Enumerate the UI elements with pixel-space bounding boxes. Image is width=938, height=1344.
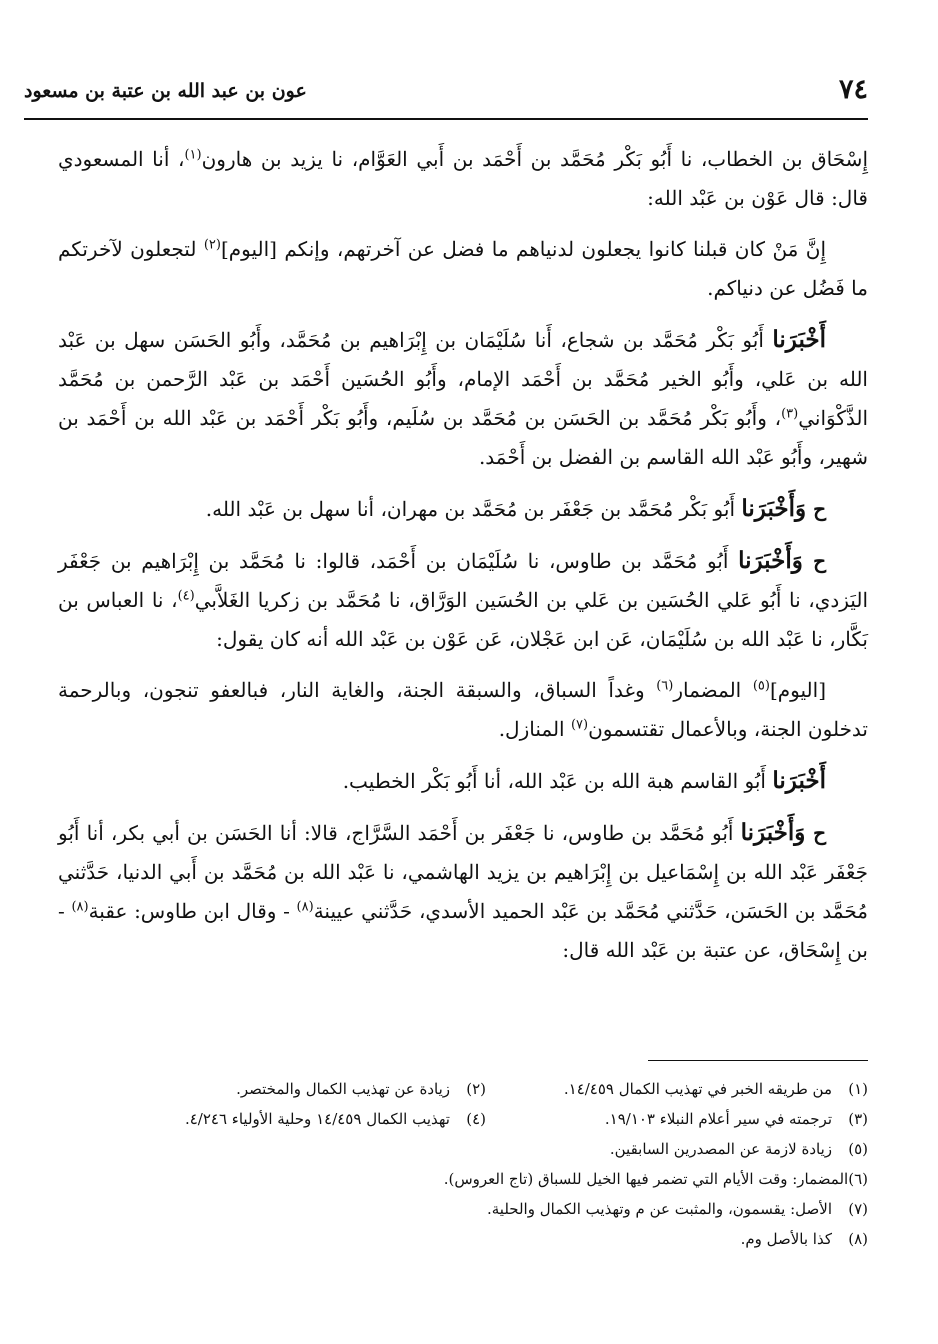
footnote [486,1194,868,1224]
footnote-text: زيادة لازمة عن المصدرين السابقين. [609,1140,832,1158]
footnote-text: من طريقه الخبر في تهذيب الكمال ١٤/٤٥٩. [563,1080,832,1098]
footnote-row [58,1164,868,1194]
paragraph [58,671,868,749]
isnad-keyword: وَأَخْبَرَنا [740,819,806,846]
tahwil-marker: ح [806,497,826,521]
footnote-ref: (٧) [570,717,589,733]
text-segment: - وقال ابن طاوس: عقبة [88,899,297,923]
paragraph [58,140,868,218]
footnote-text: الأصل: يقسمون، والمثبت عن م وتهذيب الكمال والحلية. [487,1200,832,1218]
footnote-text: تهذيب الكمال ١٤/٤٥٩ وحلية الأولياء ٤/٢٤٦. [184,1110,450,1128]
footnote-text: المضمار: وقت الأيام التي تضمر فيها الخيل للسباق (تاج العروس). [443,1170,849,1188]
footnote-number: (٥) [848,1140,868,1158]
footnote-ref: (٥) [752,678,770,694]
text-segment: [اليوم] [769,678,826,702]
paragraph [58,320,868,477]
footnote-text: ترجمته في سير أعلام النبلاء ١٩/١٠٣. [604,1110,832,1128]
footnote [185,1104,486,1134]
footnote [486,1104,868,1134]
text-segment: المضمار [673,678,753,702]
footnote-ref: (٢) [203,237,221,253]
footnote-row [58,1074,868,1104]
footnote-text: كذا بالأصل وم. [740,1230,832,1248]
tahwil-marker: ح [805,821,826,845]
text-segment: أَبُو مُحَمَّد بن طاوس، نا سُلَيْمَان بن أَحْمَد، قالوا: نا مُحَمَّد بن إِبْرَاهيم بن جَعْفَر اليَزدي، نا أَبُو عَلي الحُسَين بن عَلي بن الحُسَين الوَرَّاق، نا مُحَمَّد بن زكريا الغَلاَّبي [58,549,868,612]
footnote-ref: (٤) [177,588,195,604]
text-segment: لتجعلون لآخرتكم ما فَضُل عن دنياكم. [58,237,868,300]
footnote-number: (٢) [466,1080,486,1098]
text-segment: ، وأَبُو بَكْر مُحَمَّد بن الحَسَن بن مُحَمَّد بن سُلَيم، وأَبُو بَكْر أَحْمَد بن عَبْد الله بن أَحْمَد بن شهير، وأَبُو عَبْد الله القاسم بن الفضل بن أَحْمَد. [58,406,868,469]
footnote-ref: (٨) [71,899,89,915]
page-number: ٧٤ [838,74,868,105]
footnote-row [58,1224,868,1254]
main-text [58,140,868,982]
footnote-ref: (٨) [296,899,314,915]
tahwil-marker: ح [802,549,827,573]
footnote-row [58,1104,868,1134]
footnote-number: (٤) [466,1110,486,1128]
paragraph [58,230,868,308]
footnote-text: زيادة عن تهذيب الكمال والمختصر. [236,1080,450,1098]
text-segment: أَبُو بَكْر مُحَمَّد بن جَعْفَر بن مُحَمَّد بن مهران، أنا سهل بن عَبْد الله. [205,497,742,521]
footnote [486,1074,868,1104]
footnote-number: (٨) [848,1230,868,1248]
footnote [486,1134,868,1164]
text-segment: ، أنا المسعودي قال: قال عَوْن بن عَبْد الله: [58,147,868,210]
text-segment: أَبُو مُحَمَّد بن طاوس، نا جَعْفَر بن أَحْمَد السَّرَّاج، قالا: أنا الحَسَن بن أبي بكر، أنا أَبُو جَعْفَر عَبْد الله بن إِسْمَاعيل بن إِبْرَاهيم بن يزيد الهاشمي، نا عَبْد الله بن مُحَمَّد بن أَبي الدنيا، حَدَّثني مُحَمَّد بن الحَسَن، حَدَّثني مُحَمَّد بن عَبْد الحميد الأسدي، حَدَّثني عيينة [58,821,868,923]
text-segment: ، نا العباس بن بَكَّار، نا عَبْد الله بن سُلَيْمَان، عَن ابن عَجْلان، عَن عَوْن بن عَبْد الله أنه كان يقول: [58,588,868,651]
text-segment: - بن إِسْحَاق، عن عتبة بن عَبْد الله قال: [58,899,868,962]
text-segment: إِسْحَاق بن الخطاب، نا أَبُو بَكْر مُحَمَّد بن أَحْمَد بن أَبي العَوَّام، نا يزيد بن هارون [201,147,869,171]
footnote [443,1164,868,1194]
footnote-number: (٧) [848,1200,868,1218]
footnote [236,1074,486,1104]
footnote-ref: (٦) [656,678,674,694]
isnad-keyword: وَأَخْبَرَنا [741,495,807,522]
text-segment: أَبُو القاسم هبة الله بن عَبْد الله، أنا أَبُو بَكْر الخطيب. [342,769,773,793]
footnote-ref: (١) [184,147,202,163]
footnote-number: (٣) [848,1110,868,1128]
running-title: عون بن عبد الله بن عتبة بن مسعود [24,80,307,102]
footnote [486,1224,868,1254]
footnote-number: (٦) [848,1170,868,1188]
isnad-keyword: وَأَخْبَرَنا [738,547,803,574]
footnotes [58,1074,868,1254]
text-segment: المنازل. [498,717,571,741]
footnote-ref: (٣) [781,406,799,422]
page-header [24,72,868,120]
text-segment: إِنَّ مَنْ كان قبلنا كانوا يجعلون لدنياهم ما فضل عن آخرتهم، وإنكم [اليوم] [220,237,827,261]
footnote-row [58,1134,868,1164]
text-segment: وغداً السباق، والسبقة الجنة، والغاية النار، فبالعفو تنجون، وبالرحمة تدخلون الجنة، وبالأعمال تقتسمون [58,678,868,741]
footnote-divider [648,1060,868,1061]
footnote-number: (١) [848,1080,868,1098]
paragraph [58,489,868,529]
isnad-keyword: أَخْبَرَنا [772,326,826,353]
paragraph [58,541,868,659]
text-segment: أَبُو بَكْر مُحَمَّد بن شجاع، أَنا سُلَيْمَان بن إِبْرَاهيم بن مُحَمَّد، وأَبُو الحَسَن سهل بن عَبْد الله بن عَلي، وأَبُو الخير مُحَمَّد بن أَحْمَد الإمام، وأَبُو الحُسَين أَحْمَد بن عَبْد الرَّحمن بن مُحَمَّد الذَّكْوَاني [58,328,869,430]
paragraph [58,813,868,970]
footnote-row [58,1194,868,1224]
paragraph [58,761,868,801]
isnad-keyword: أَخْبَرَنا [772,767,826,794]
